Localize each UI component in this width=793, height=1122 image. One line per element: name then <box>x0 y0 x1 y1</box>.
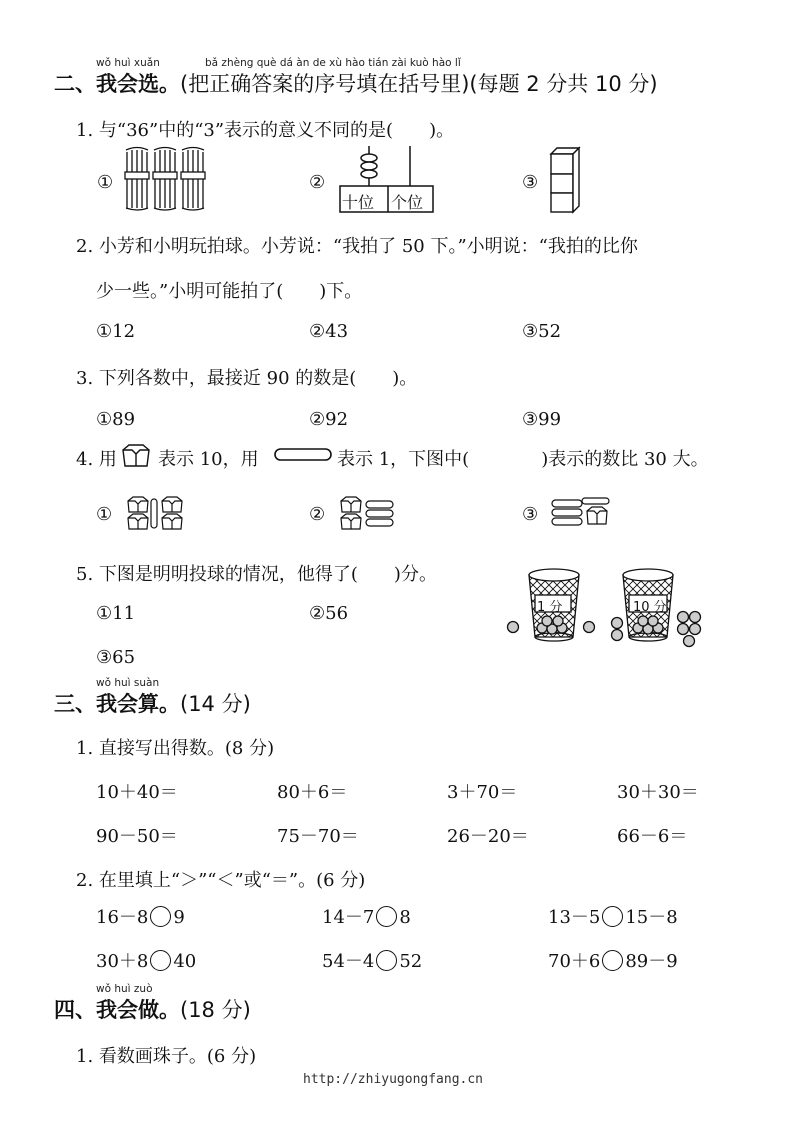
stacked-cubes-icon <box>550 148 580 214</box>
q3-option2: ②92 <box>309 409 349 430</box>
basketball-baskets-figure <box>505 565 710 655</box>
calc-item: 3＋70＝ <box>447 782 518 803</box>
basket1-label: 1 分 <box>537 600 563 615</box>
section2-heading <box>54 68 658 98</box>
compare-item <box>322 903 411 929</box>
q1-text: 1. 与“36”中的“3”表示的意义不同的是( )。 <box>76 120 455 141</box>
q2-option3: ③52 <box>522 321 562 342</box>
compare-right: 15－8 <box>625 907 678 928</box>
compare-right: 8 <box>399 907 411 928</box>
q2-line2: 少一些。”小明可能拍了( )下。 <box>96 281 363 302</box>
calc-item: 26－20＝ <box>447 826 529 847</box>
compare-left: 14－7 <box>322 907 375 928</box>
answer-circle[interactable] <box>602 906 623 927</box>
calc-item: 75－70＝ <box>277 826 359 847</box>
q4-option1-label: ① <box>96 504 113 525</box>
section3-title-tail: (14 分) <box>180 692 251 716</box>
q3-text: 3. 下列各数中，最接近 90 的数是( )。 <box>76 368 418 389</box>
compare-right: 40 <box>173 951 197 972</box>
q2-option1: ①12 <box>96 321 136 342</box>
compare-item <box>548 903 678 929</box>
q5-option2: ②56 <box>309 603 349 624</box>
answer-circle[interactable] <box>602 950 623 971</box>
q4-option3-label: ③ <box>522 504 539 525</box>
calc-item: 66－6＝ <box>617 826 688 847</box>
answer-circle[interactable] <box>150 950 171 971</box>
compare-item <box>548 947 678 973</box>
compare-right: 52 <box>399 951 423 972</box>
calc-item: 30＋30＝ <box>617 782 699 803</box>
calc-item: 10＋40＝ <box>96 782 178 803</box>
section4-heading <box>54 994 251 1024</box>
bundled-sticks-icon <box>125 146 213 212</box>
compare-right: 89－9 <box>625 951 678 972</box>
q3-option3: ③99 <box>522 409 562 430</box>
q3-option1: ①89 <box>96 409 136 430</box>
q4-option1-figure <box>126 496 184 532</box>
calc-item: 80＋6＝ <box>277 782 348 803</box>
section3-heading <box>54 688 251 718</box>
pinyin-section2-b: bǎ zhèng què dá àn de xù hào tián zài kuò hào lǐ <box>205 57 461 69</box>
compare-left: 30＋8 <box>96 951 149 972</box>
compare-left: 70＋6 <box>548 951 601 972</box>
abacus-ones-label: 个位 <box>391 193 424 212</box>
q4-option2-label: ② <box>309 504 326 525</box>
footer-url[interactable]: http://zhiyugongfang.cn <box>303 1072 484 1087</box>
s3-q2-title: 2. 在里填上“＞”“＜”或“＝”。(6 分) <box>76 870 366 891</box>
compare-right: 9 <box>173 907 185 928</box>
section2-title-tail: (把正确答案的序号填在括号里)(每题 2 分共 10 分) <box>180 72 658 96</box>
q4-text-a: 4. 用 <box>76 449 117 470</box>
answer-circle[interactable] <box>376 950 397 971</box>
ten-bundle-icon <box>120 444 152 468</box>
answer-circle[interactable] <box>150 906 171 927</box>
abacus-tens-label: 十位 <box>342 193 375 212</box>
pinyin-section3: wǒ huì suàn <box>96 677 160 689</box>
q4-option2-figure <box>339 496 395 532</box>
q1-option3-label: ③ <box>522 172 539 193</box>
q5-text: 5. 下图是明明投球的情况，他得了( )分。 <box>76 564 437 585</box>
section3-title: 三、我会算。 <box>54 692 180 716</box>
q1-option2-label: ② <box>309 172 326 193</box>
section4-title: 四、我会做。 <box>54 998 180 1022</box>
compare-item <box>96 903 185 929</box>
q4-option3-figure <box>551 497 611 531</box>
q2-line1: 2. 小芳和小明玩拍球。小芳说：“我拍了 50 下。”小明说：“我拍的比你 <box>76 236 638 257</box>
q1-option1-label: ① <box>97 172 114 193</box>
answer-circle[interactable] <box>376 906 397 927</box>
calc-item: 90－50＝ <box>96 826 178 847</box>
basket2-label: 10 分 <box>633 600 667 615</box>
q5-option3: ③65 <box>96 647 136 668</box>
q2-option2: ②43 <box>309 321 349 342</box>
compare-left: 16－8 <box>96 907 149 928</box>
compare-left: 54－4 <box>322 951 375 972</box>
pinyin-section4: wǒ huì zuò <box>96 983 153 995</box>
compare-left: 13－5 <box>548 907 601 928</box>
q4-text-b: 表示 10，用 <box>158 449 259 470</box>
q4-text-c: 表示 1，下图中( )表示的数比 30 大。 <box>337 449 709 470</box>
compare-item <box>322 947 422 973</box>
compare-item <box>96 947 196 973</box>
stick-bundle <box>125 148 149 211</box>
section2-title: 二、我会选。 <box>54 72 180 96</box>
section4-title-tail: (18 分) <box>180 998 251 1022</box>
pinyin-section2-a: wǒ huì xuǎn <box>96 57 160 69</box>
s3-q1-title: 1. 直接写出得数。(8 分) <box>76 738 275 759</box>
q5-option1: ①11 <box>96 603 136 624</box>
one-stick-icon <box>274 447 334 463</box>
s4-q1-title: 1. 看数画珠子。(6 分) <box>76 1046 257 1067</box>
